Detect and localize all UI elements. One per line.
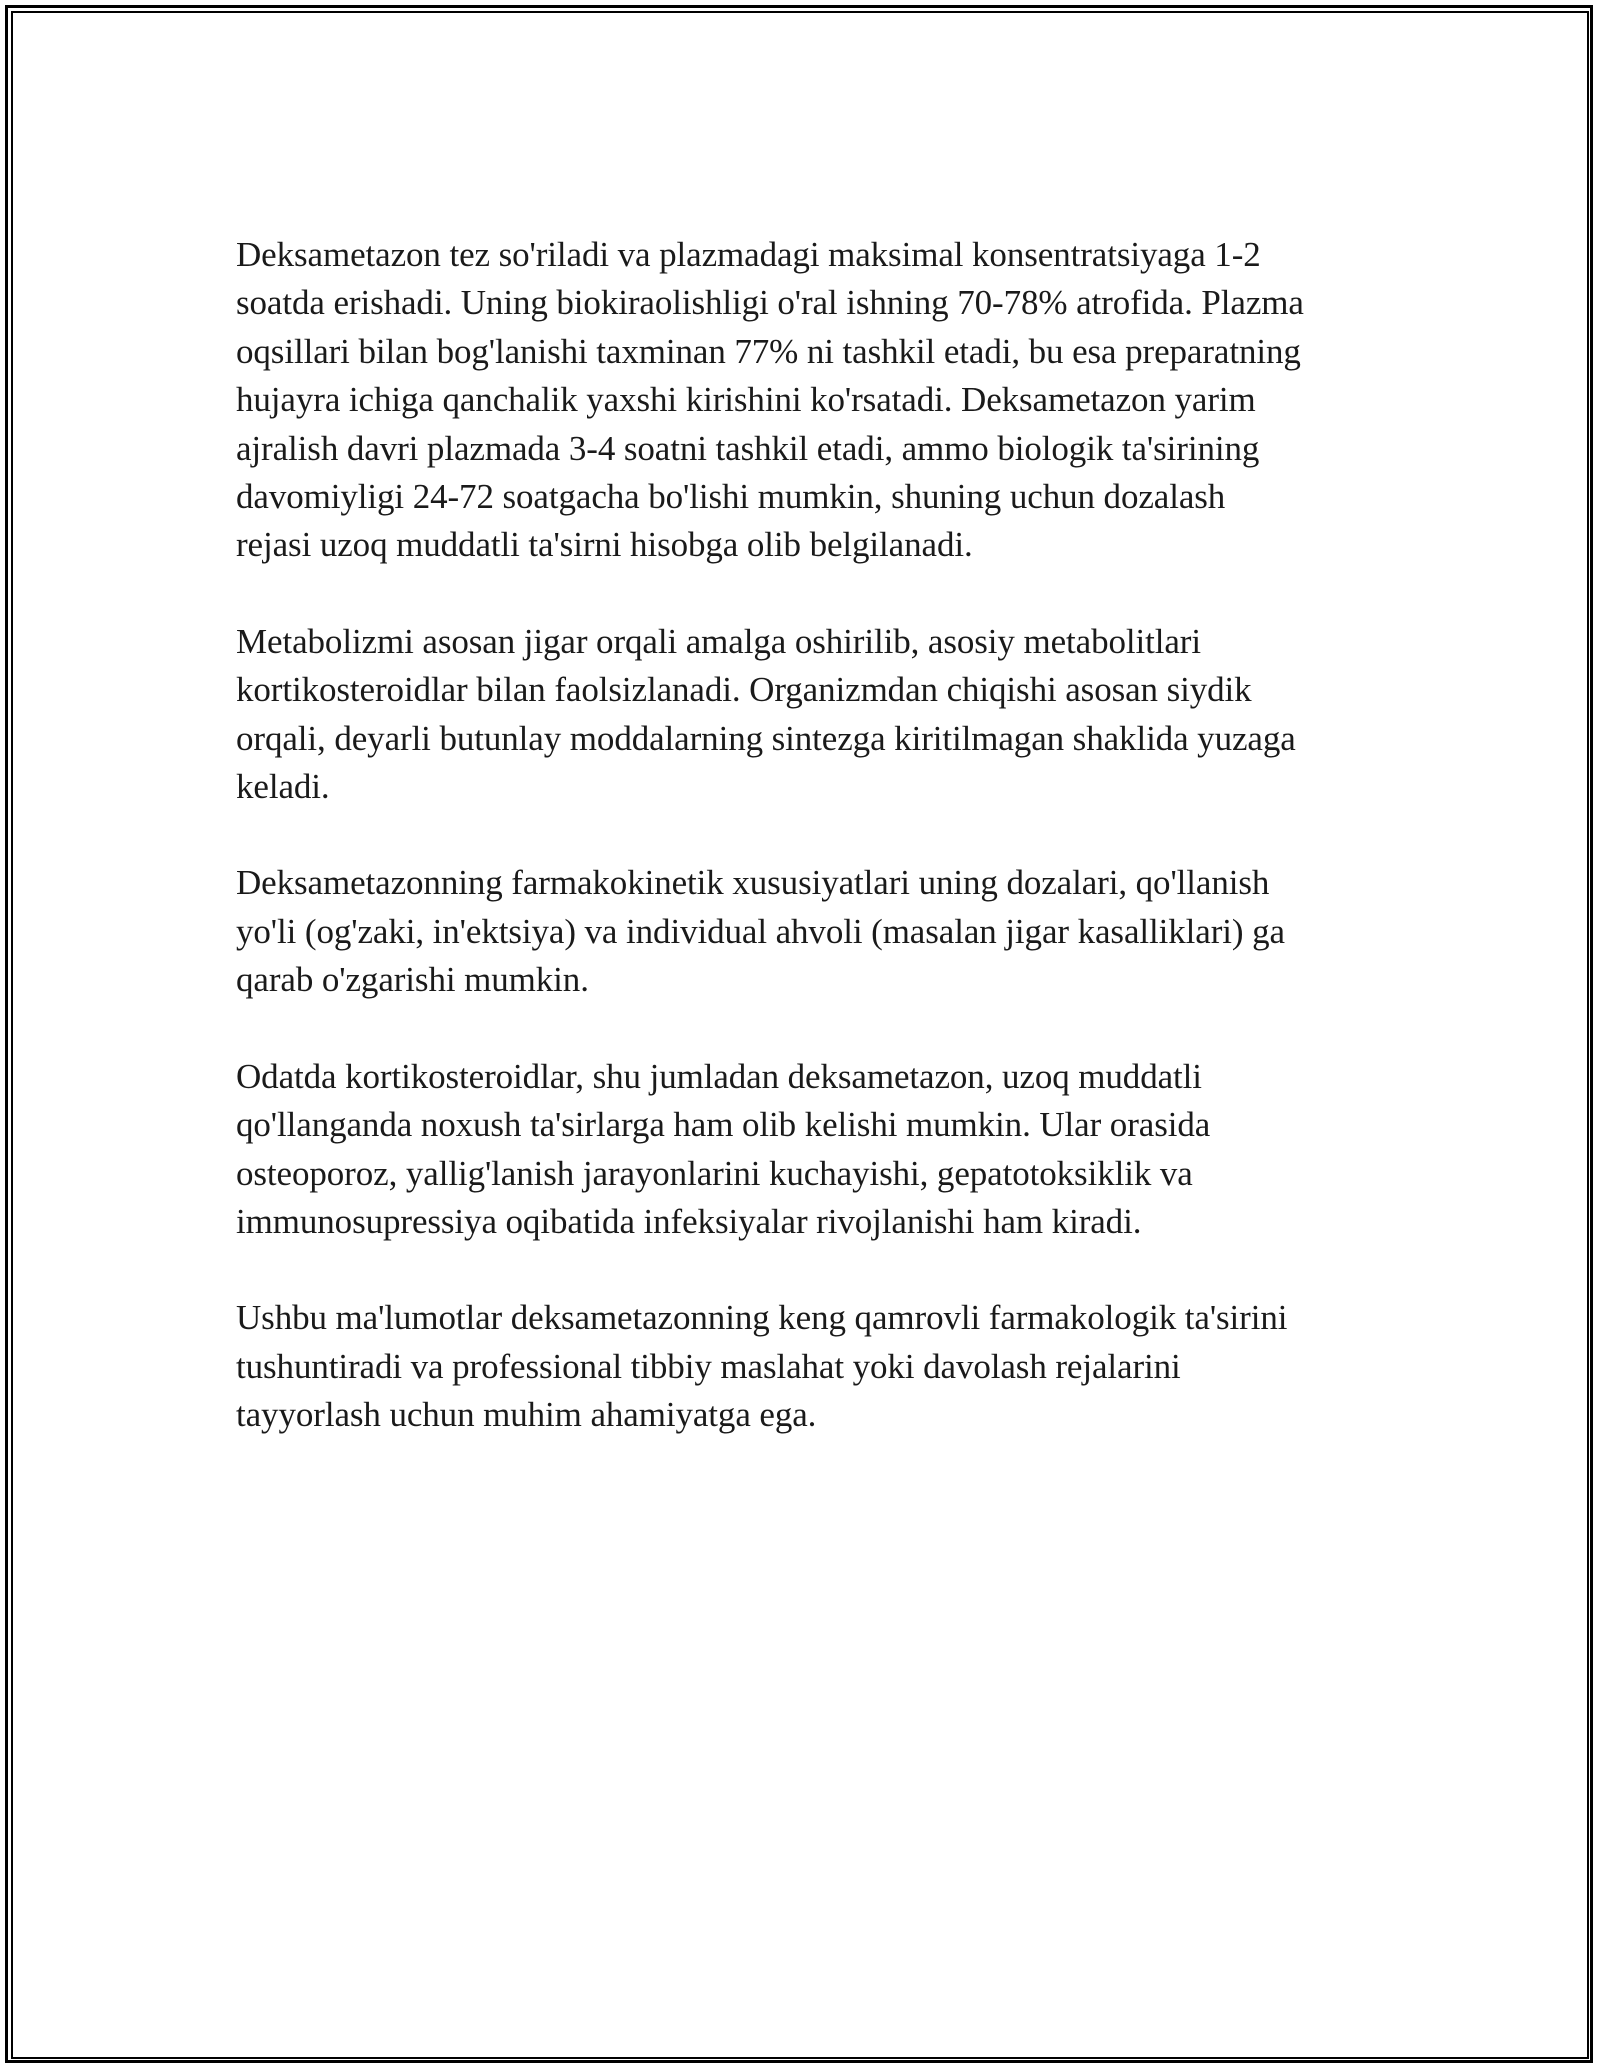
text-line: immunosupressiya oqibatida infeksiyalar rivojlanishi ham kiradi. (236, 1201, 1142, 1241)
text-line: orqali, deyarli butunlay moddalarning sintezga kiritilmagan shaklida yuzaga (236, 718, 1296, 758)
text-line: Odatda kortikosteroidlar, shu jumladan deksametazon, uzoq muddatli (236, 1056, 1202, 1096)
text-line: qo'llanganda noxush ta'sirlarga ham olib kelishi mumkin. Ular orasida (236, 1105, 1211, 1145)
text-line: oqsillari bilan bog'lanishi taxminan 77% ni tashkil etadi, bu esa preparatning (236, 331, 1301, 371)
text-line: tayyorlash uchun muhim ahamiyatga ega. (236, 1395, 817, 1435)
paragraph-side-effects (236, 1053, 1386, 1247)
text-line: Metabolizmi asosan jigar orqali amalga oshirilib, asosiy metabolitlari (236, 621, 1201, 661)
text-line: Ushbu ma'lumotlar deksametazonning keng qamrovli farmakologik ta'sirini (236, 1298, 1288, 1338)
document-body (236, 231, 1386, 1488)
paragraph-variability (236, 859, 1386, 1004)
text-line: ajralish davri plazmada 3-4 soatni tashkil etadi, ammo biologik ta'sirining (236, 428, 1260, 468)
text-line: hujayra ichiga qanchalik yaxshi kirishini ko'rsatadi. Deksametazon yarim (236, 380, 1256, 420)
text-line: kortikosteroidlar bilan faolsizlanadi. Organizmdan chiqishi asosan siydik (236, 670, 1252, 710)
text-line: tushuntiradi va professional tibbiy maslahat yoki davolash rejalarini (236, 1346, 1181, 1386)
text-line: Deksametazonning farmakokinetik xususiyatlari uning dozalari, qo'llanish (236, 863, 1270, 903)
text-line: keladi. (236, 767, 330, 807)
text-line: yo'li (og'zaki, in'ektsiya) va individual ahvoli (masalan jigar kasalliklari) ga (236, 911, 1285, 951)
text-line: davomiyligi 24-72 soatgacha bo'lishi mumkin, shuning uchun dozalash (236, 477, 1226, 517)
text-line: soatda erishadi. Uning biokiraolishligi o'ral ishning 70-78% atrofida. Plazma (236, 283, 1304, 323)
text-line: Deksametazon tez so'riladi va plazmadagi maksimal konsentratsiyaga 1-2 (236, 235, 1261, 274)
paragraph-metabolism (236, 618, 1386, 812)
text-line: qarab o'zgarishi mumkin. (236, 960, 589, 1000)
paragraph-conclusion (236, 1294, 1386, 1439)
text-line: rejasi uzoq muddatli ta'sirni hisobga olib belgilanadi. (236, 525, 973, 565)
paragraph-pharmacokinetics (236, 231, 1386, 570)
text-line: osteoporoz, yallig'lanish jarayonlarini kuchayishi, gepatotoksiklik va (236, 1153, 1193, 1193)
